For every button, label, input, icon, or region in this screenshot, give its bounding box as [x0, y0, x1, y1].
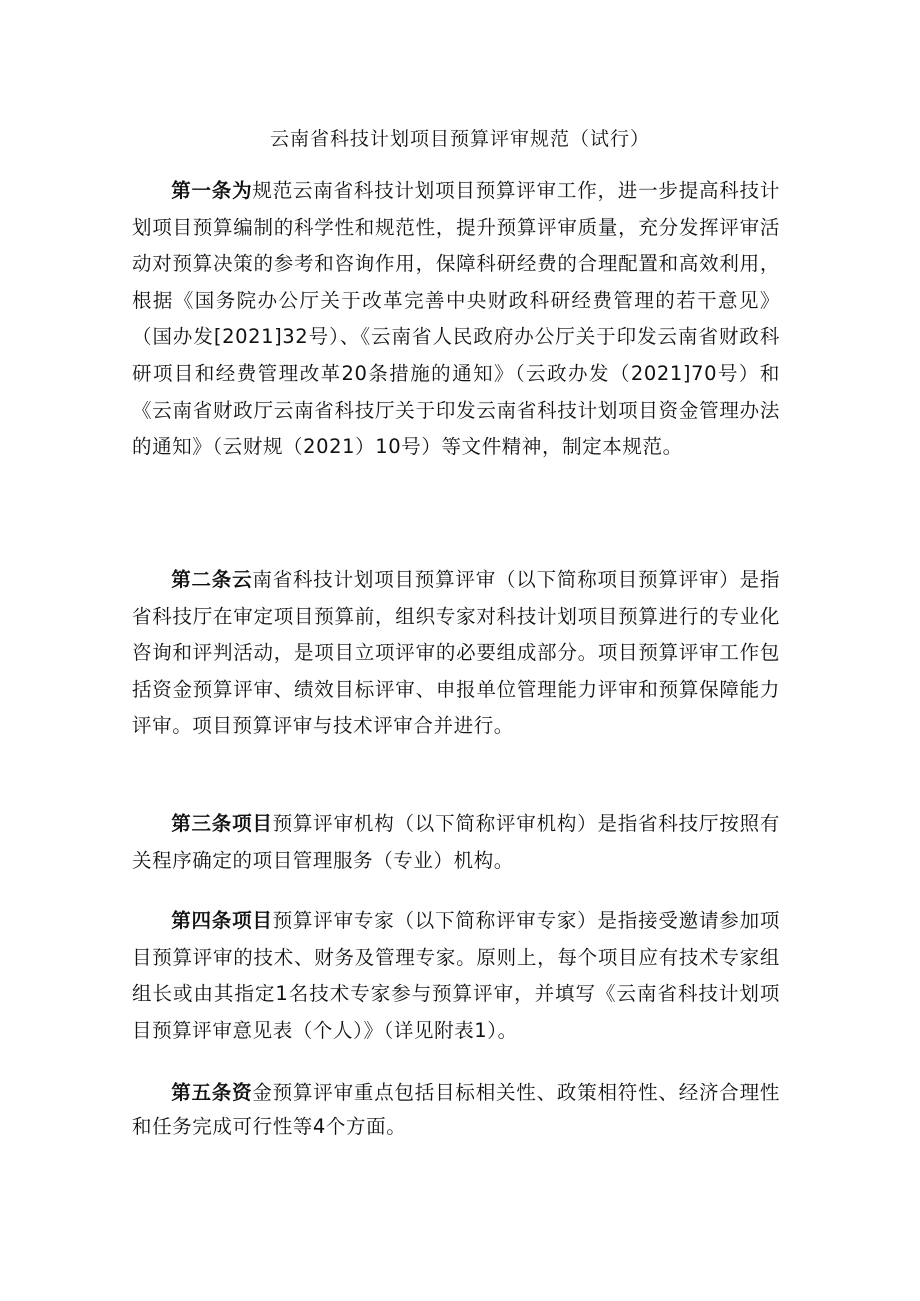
- article-1: [132, 173, 780, 466]
- article-5-text: 金预算评审重点包括目标相关性、政策相符性、经济合理性和任务完成可行性等4个方面。: [132, 1081, 780, 1138]
- article-2-text: 南省科技计划项目预算评审（以下简称项目预算评审）是指省科技厅在审定项目预算前，组织专家对科技计划项目预算进行的专业化咨询和评判活动，是项目立项评审的必要组成部分。项目预算评审工作包括资金预算评审、绩效目标评审、申报单位管理能力评审和预算保障能力评审。项目预算评审与技术评审合并进行。: [132, 568, 780, 738]
- article-3-text: 预算评审机构（以下简称评审机构）是指省科技厅按照有关程序确定的项目管理服务（专业）机构。: [132, 812, 780, 872]
- article-1-text: 规范云南省科技计划项目预算评审工作，进一步提高科技计划项目预算编制的科学性和规范性，提升预算评审质量，充分发挥评审活动对预算决策的参考和咨询作用，保障科研经费的合理配置和高效利用，根据《国务院办公厅关于改革完善中央财政科研经费管理的若干意见》（国办发[2021]32号）、《云南省人民政府办公厅关于印发云南省财政科研项目和经费管理改革20条措施的通知》（云政办发（2021]70号）和《云南省财政厅云南省科技厅关于印发云南省科技计划项目资金管理办法的通知》（云财规（2021）10号）等文件精神，制定本规范。: [132, 179, 780, 459]
- article-5-lead: 第五条资: [171, 1081, 253, 1104]
- article-4: [132, 903, 780, 1049]
- article-5: [132, 1076, 780, 1144]
- article-1-lead: 第一条为: [171, 179, 253, 202]
- article-3-lead: 第三条项目: [171, 812, 273, 835]
- article-2: [132, 562, 780, 745]
- article-3: [132, 806, 780, 879]
- article-4-text: 预算评审专家（以下简称评审专家）是指接受邀请参加项目预算评审的技术、财务及管理专家。原则上，每个项目应有技术专家组组长或由其指定1名技术专家参与预算评审，并填写《云南省科技计划项目预算评审意见表（个人）》（详见附表1）。: [132, 909, 780, 1042]
- article-4-lead: 第四条项目: [171, 909, 273, 932]
- article-2-lead: 第二条云: [171, 568, 253, 591]
- document-title: 云南省科技计划项目预算评审规范（试行）: [269, 128, 650, 150]
